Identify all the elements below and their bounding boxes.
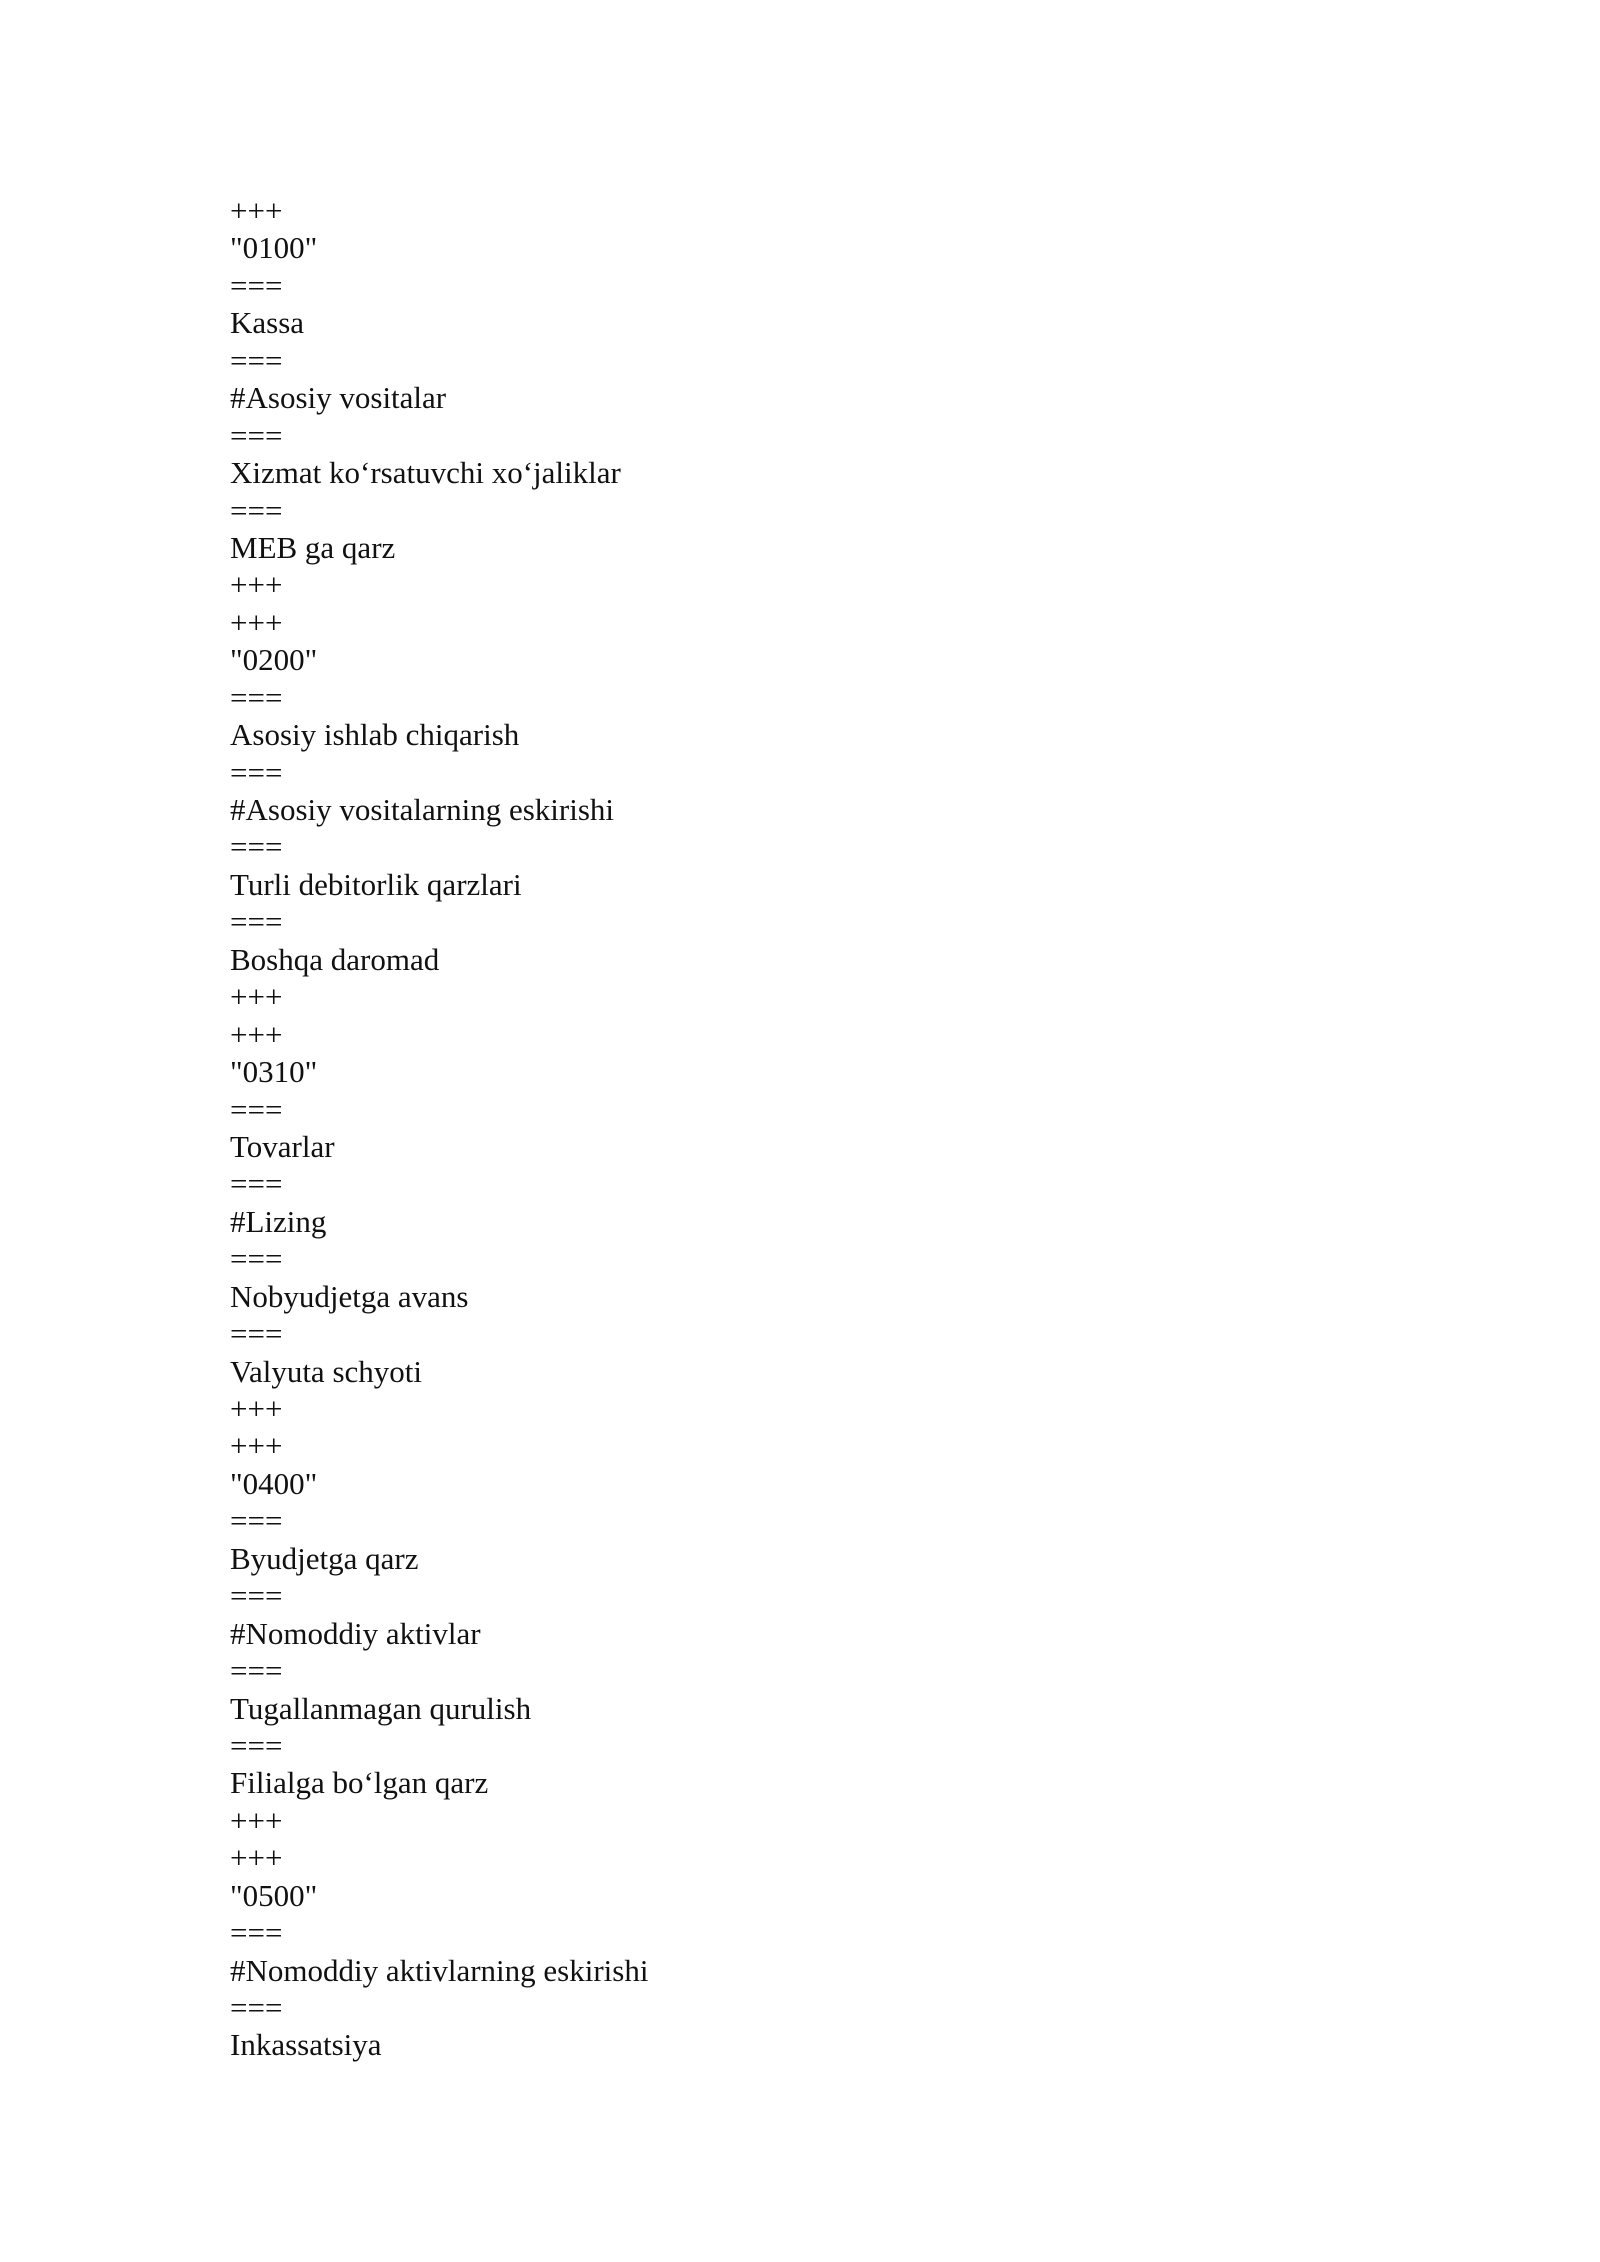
text-line: ===	[230, 904, 283, 940]
text-line: ===	[230, 267, 283, 303]
text-line: Byudjetga qarz	[230, 1540, 419, 1576]
text-line: #Lizing	[230, 1203, 327, 1239]
text-line: +++	[230, 1016, 283, 1052]
text-line: +++	[230, 567, 283, 603]
text-line: +++	[230, 193, 283, 228]
text-line: ===	[230, 754, 283, 790]
text-line: ===	[230, 1166, 283, 1202]
text-line: +++	[230, 1840, 283, 1876]
text-line: +++	[230, 604, 283, 640]
text-line: Nobyudjetga avans	[230, 1278, 469, 1314]
text-line: +++	[230, 1802, 283, 1838]
text-line: ===	[230, 417, 283, 453]
text-line: ===	[230, 342, 283, 378]
text-line: Turli debitorlik qarzlari	[230, 866, 522, 902]
text-line: Asosiy ishlab chiqarish	[230, 717, 520, 753]
text-line: Kassa	[230, 305, 305, 341]
text-line: #Nomoddiy aktivlar	[230, 1615, 481, 1651]
text-line: "0400"	[230, 1465, 318, 1501]
text-line: ===	[230, 1091, 283, 1127]
text-line: Xizmat ko‘rsatuvchi xo‘jaliklar	[230, 455, 621, 491]
text-line: Valyuta schyoti	[230, 1353, 422, 1389]
text-line: ===	[230, 1727, 283, 1763]
text-line: +++	[230, 979, 283, 1015]
text-line: ===	[230, 1653, 283, 1689]
text-line: #Nomoddiy aktivlarning eskirishi	[230, 1952, 649, 1988]
text-line: ===	[230, 1316, 283, 1352]
text-line: +++	[230, 1391, 283, 1426]
text-line: Filialga bo‘lgan qarz	[230, 1765, 489, 1801]
text-line: +++	[230, 1428, 283, 1464]
text-line: Inkassatsiya	[230, 2027, 382, 2063]
text-line: #Asosiy vositalar	[230, 380, 447, 416]
text-line: ===	[230, 1990, 283, 2025]
document-text	[230, 192, 1380, 2064]
text-line: #Asosiy vositalarning eskirishi	[230, 792, 615, 827]
text-line: Boshqa daromad	[230, 941, 440, 977]
text-line: ===	[230, 1503, 283, 1539]
text-line: ===	[230, 829, 283, 865]
text-line: ===	[230, 679, 283, 715]
text-line: MEB ga qarz	[230, 529, 396, 565]
text-line: Tugallanmagan qurulish	[230, 1690, 532, 1726]
text-line: "0310"	[230, 1054, 318, 1090]
text-line: Tovarlar	[230, 1128, 335, 1164]
text-line: "0500"	[230, 1877, 318, 1913]
text-line: ===	[230, 492, 283, 528]
text-line: "0100"	[230, 230, 318, 266]
text-line: ===	[230, 1915, 283, 1951]
text-line: ===	[230, 1578, 283, 1614]
text-line: "0200"	[230, 642, 318, 678]
text-line: ===	[230, 1241, 283, 1277]
